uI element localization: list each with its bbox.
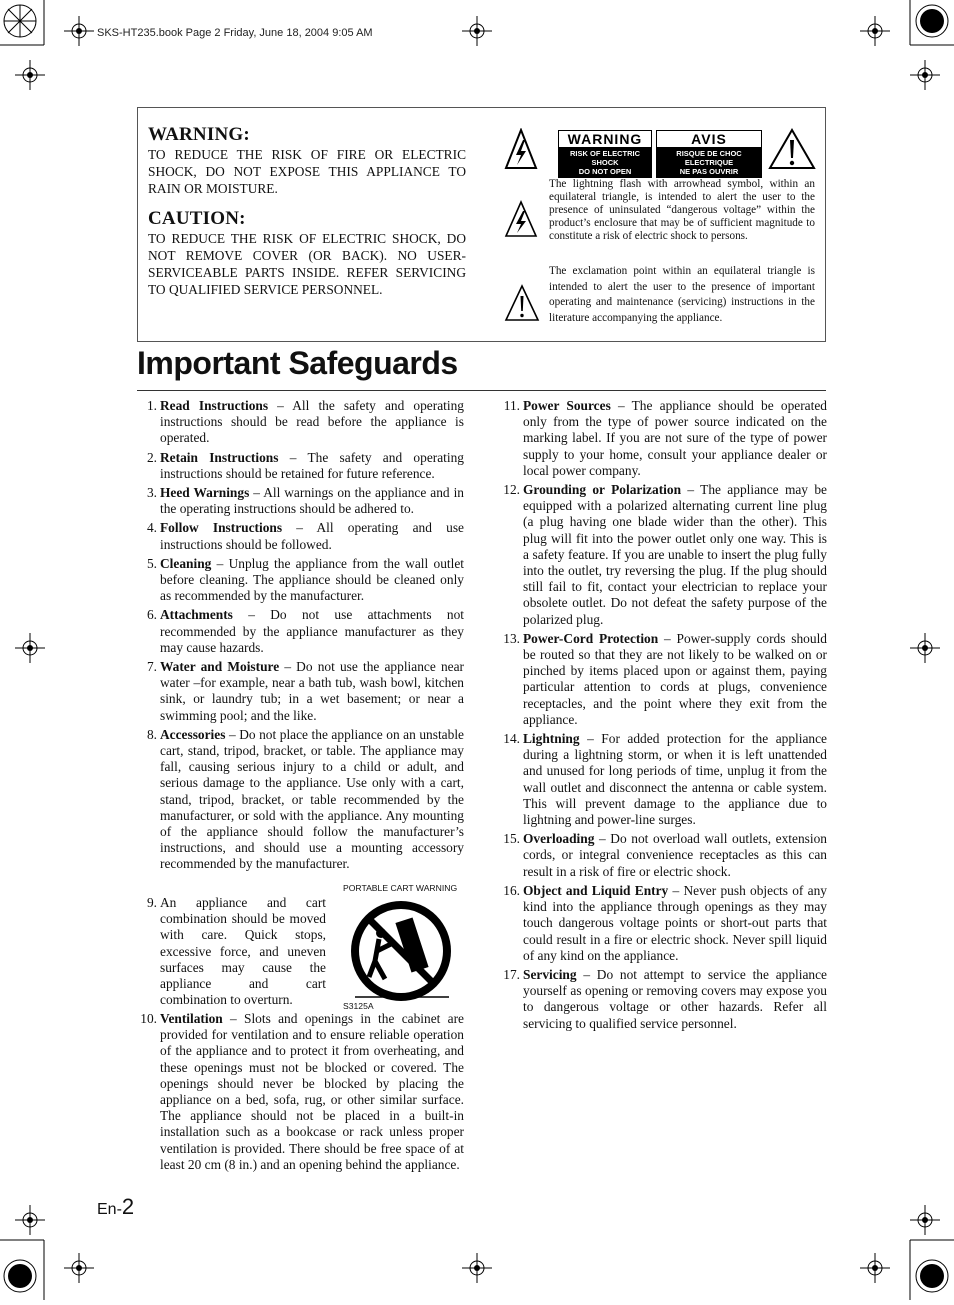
item-10-body: – Slots and openings in the cabinet are provided for ventilation and to ensure reliable operation of the appliance and to protect it from overheating, and these openings must not be blocked or covered. The openings should never be blocked by placing the appliance on a bed, sofa, rug, or other similar surface. The appliance should not be placed in a built-in installation such as a bookcase or rack unless proper ventilation is provided. There should be free space of at least 20 cm (8 in.) and an opening behind the appliance. [160,1011,464,1172]
item-term: Follow Instructions [160,520,283,536]
warning-label-line2: DO NOT OPEN [578,167,632,176]
item-number: 14. [503,731,520,747]
item-number: 4. [146,520,157,536]
item-number: 15. [503,831,520,847]
cart-caption: PORTABLE CART WARNING [343,883,458,893]
item-term: Read Instructions [160,398,269,413]
item-number: 1. [146,398,157,413]
list-item [127,398,464,447]
item-text [160,659,464,724]
item-term: Heed Warnings [160,485,250,501]
page-title: Important Safeguards [137,345,458,381]
item-term: Overloading [523,831,595,847]
item-number: 7. [146,659,157,675]
list-item [490,482,827,628]
list-item [127,607,464,656]
item-number: 2. [146,449,157,465]
item-text [523,731,827,828]
item-text [160,727,464,873]
page-number [97,1194,134,1220]
list-item [490,831,827,880]
caution-heading: CAUTION: [148,208,246,229]
page-number-value: 2 [121,1194,135,1219]
portable-cart-warning-icon [345,899,457,1003]
item-body: – Do not attempt to service the appliance yourself as opening or removing covers may expose you to dangerous voltage or other hazards. Refer all servicing to qualified service personnel. [523,966,827,1031]
warning-box [137,107,826,342]
list-item [490,967,827,1032]
item-term: Object and Liquid Entry [523,882,669,898]
item-body: – The safety and operating instructions should be retained for future reference. [160,449,464,481]
item-text [160,450,464,482]
item-text [160,485,464,517]
list-item [127,450,464,482]
item-term: Power Sources [523,398,611,413]
item-body: – All operating and use instructions should be followed. [160,520,464,552]
page-number-prefix: En- [97,1201,122,1218]
item-term: Cleaning [160,555,212,571]
warning-label [558,130,652,178]
warning-text: TO REDUCE THE RISK OF FIRE OR ELECTRIC SHOCK, DO NOT EXPOSE THIS APPLIANCE TO RAIN OR MOISTURE. [148,147,466,196]
item-body: – Do not overload wall outlets, extension cords, or integral convenience receptacles as this can result in a risk of fire or electric shock. [523,831,827,879]
item-text [523,631,827,728]
title-rule [137,390,826,391]
item-text [523,482,827,628]
item-body: – Do not use attachments not recommended by the appliance manufacturer as they may cause hazards. [160,607,464,655]
item-body: – Power-supply cords should be routed so that they are not likely to be walked on or pinched by items placed upon or against them, paying particular attention to cords at plugs, convenience receptacles, and the point where they exit from the appliance. [523,630,827,727]
lightning-triangle-small-icon [504,200,538,238]
item-body: – Do not place the appliance on an unstable cart, stand, tripod, bracket, or table. The appliance may fall, causing serious injury to a child or adult, and serious damage to the appliance. Use only with a cart, stand, tripod, bracket, or table recommended by the manufacturer, or sold with the appliance. Any mounting of the appliance should follow the manufacturer’s instructions, and should use a mounting accessory recommended by the manufacturer. [160,726,464,872]
item-10-number: 10. [140,1011,157,1026]
item-body: – For added protection for the appliance during a lightning storm, or when it is left unattended and unused for long periods of time, unplug it from the wall outlet and disconnect the antenna or cable system. This will prevent damage to the appliance due to lightning and power-line surges. [523,731,827,828]
avis-label-line1: RISQUE DE CHOC ELECTRIQUE [676,149,742,167]
item-number: 13. [503,630,520,646]
lightning-triangle-icon [504,128,538,170]
item-9-text: An appliance and cart combination should be moved with care. Quick stops, excessive force, and uneven surfaces may cause the appliance and cart combination to overturn. [160,895,326,1008]
exclamation-triangle-small-icon [504,284,540,322]
item-term: Attachments [160,607,233,623]
warning-section [148,124,466,298]
item-body: – All warnings on the appliance and in the operating instructions should be adhered to. [160,485,464,517]
item-term: Servicing [523,966,577,982]
item-number: 5. [146,555,157,571]
item-text [523,883,827,964]
item-number: 6. [146,607,157,623]
left-column [127,398,464,876]
item-term: Grounding or Polarization [523,482,682,498]
item-text [523,398,827,479]
list-item [127,727,464,873]
item-term: Lightning [523,731,580,747]
item-number: 17. [503,966,520,982]
item-term: Water and Moisture [160,659,280,675]
item-number: 8. [146,726,157,742]
item-term: Power-Cord Protection [523,630,659,646]
item-number: 16. [503,882,520,898]
item-body: – Never push objects of any kind into the appliance through openings as they may touch dangerous voltage points or short-out parts that could result in a fire or electric shock. Never spill liquid of any kind on the appliance. [523,882,827,963]
avis-label-line2: NE PAS OUVRIR [679,167,739,176]
avis-label-title: AVIS [657,131,761,148]
file-info-header: SKS-HT235.book Page 2 Friday, June 18, 2004 9:05 AM [97,27,373,39]
warning-label-line1: RISK OF ELECTRIC SHOCK [569,149,640,167]
item-10-text [160,1011,464,1173]
avis-label [656,130,762,178]
item-number: 12. [503,482,520,498]
item-body: – Do not use the appliance near water –for example, near a bath tub, wash bowl, kitchen sink, or laundry tub; in a wet basement; or near a swimming pool; and the like. [160,659,464,723]
list-item [490,731,827,828]
exclamation-description: The exclamation point within an equilateral triangle is intended to alert the user to the presence of important operating and maintenance (servicing) instructions in the literature accompanying the appliance. [549,265,815,324]
item-text [160,556,464,605]
list-item [127,659,464,724]
item-number: 11. [503,398,520,413]
list-item [127,520,464,552]
list-item [490,883,827,964]
exclamation-triangle-icon [768,128,816,170]
item-9-number: 9. [146,895,157,910]
list-item [127,556,464,605]
item-term: Accessories [160,726,226,742]
item-10-term: Ventilation [160,1011,223,1026]
list-item [490,631,827,728]
cart-code: S3125A [343,1001,374,1011]
list-item [127,485,464,517]
caution-text: TO REDUCE THE RISK OF ELECTRIC SHOCK, DO NOT REMOVE COVER (OR BACK). NO USER-SERVICEABLE PARTS INSIDE. REFER SERVICING TO QUALIFIED SERVICE PERSONNEL. [148,231,466,297]
item-number: 3. [146,485,157,501]
item-text [523,967,827,1032]
item-text [523,831,827,880]
lightning-description: The lightning flash with arrowhead symbol, within an equilateral triangle, is intended to alert the user to the presence of uninsulated “dangerous voltage” within the product’s enclosure that may be of sufficient magnitude to constitute a risk of electric shock to persons. [549,178,815,242]
item-text [160,398,464,447]
warning-heading: WARNING: [148,124,250,145]
right-column [490,398,827,1035]
item-text [160,607,464,656]
list-item [490,398,827,479]
warning-label-title: WARNING [559,131,651,148]
item-body: – The appliance may be equipped with a polarized alternating current line plug (a plug having one blade wider than the other). This plug will fit into the power outlet only one way. This is a safety feature. If you are unable to insert the plug fully into the outlet, try reversing the plug. If the plug should still fail to fit, contact your electrician to replace your obsolete outlet. Do not defeat the safety purpose of the polarized plug. [523,482,827,627]
item-text [160,520,464,552]
item-body: – The appliance should be operated only from the type of power source indicated on the marking label. If you are not sure of the type of power supply to your home, consult your appliance dealer or local power company. [523,398,827,478]
item-body: – Unplug the appliance from the wall outlet before cleaning. The appliance should be cleaned only as recommended by the manufacturer. [160,555,464,604]
item-body: – All the safety and operating instructions should be read before the appliance is operated. [160,398,464,446]
item-term: Retain Instructions [160,449,279,465]
